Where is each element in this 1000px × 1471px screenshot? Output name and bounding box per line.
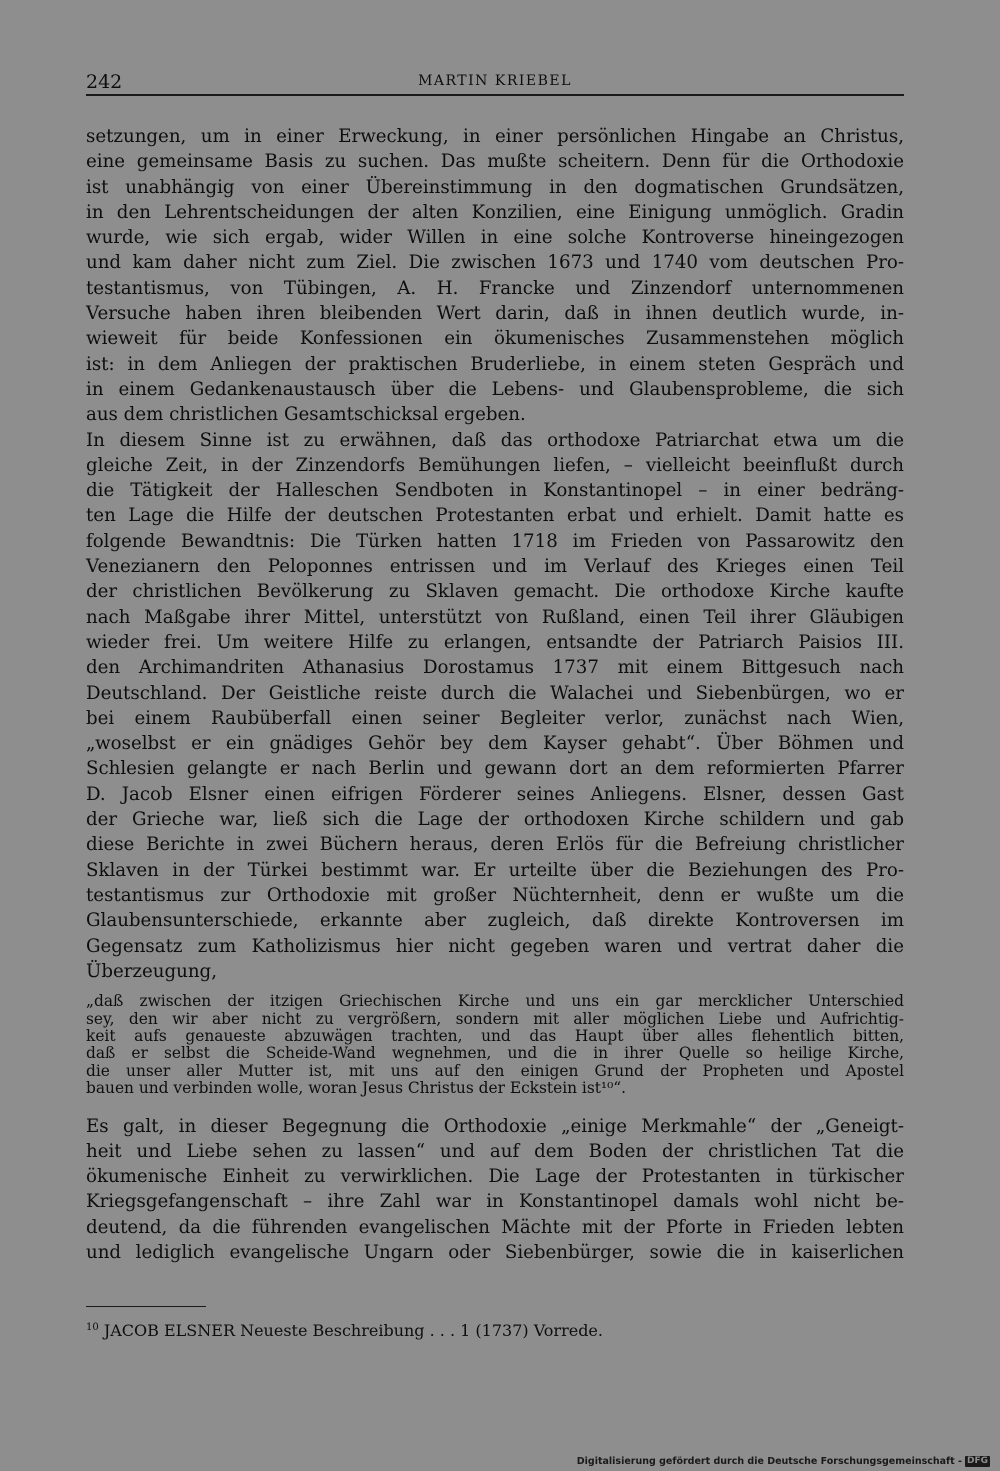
footnote-text: JACOB ELSNER Neueste Beschreibung . . . 1 (1737) Vorrede.	[103, 1321, 603, 1340]
digitization-credit	[577, 1456, 990, 1467]
text-line: ökumenische Einheit zu verwirklichen. Die Lage der Protestanten in türkischer	[86, 1166, 904, 1188]
text-line: Schlesien gelangte er nach Berlin und gewann dort an dem reformierten Pfarrer	[86, 758, 904, 780]
footnote	[86, 1318, 904, 1341]
text-line: der christlichen Bevölkerung zu Sklaven gemacht. Die orthodoxe Kirche kaufte	[86, 581, 904, 603]
footnote-marker: 10	[86, 1322, 99, 1333]
text-line: Versuche haben ihren bleibenden Wert darin, daß in ihnen deutlich wurde, in-	[86, 303, 904, 325]
text-line: heit und Liebe sehen zu lassen“ und auf dem Boden der christlichen Tat die	[86, 1140, 904, 1162]
block-quote	[86, 993, 904, 1097]
quote-line: sey, den wir aber nicht zu vergrößern, sondern mit aller möglichen Liebe und Aufrichtig-	[86, 1009, 904, 1028]
text-line: Es galt, in dieser Begegnung die Orthodoxie „einige Merkmahle“ der „Geneigt-	[86, 1115, 904, 1137]
footnote-divider	[86, 1306, 206, 1307]
text-line: gleiche Zeit, in der Zinzendorfs Bemühungen liefen, – vielleicht beeinflußt durch	[86, 454, 904, 476]
text-line: wurde, wie sich ergab, wider Willen in eine solche Kontroverse hineingezogen	[86, 227, 904, 249]
text-line: Deutschland. Der Geistliche reiste durch die Walachei und Siebenbürgen, wo er	[86, 682, 904, 704]
text-line: wieweit für beide Konfessionen ein ökumenisches Zusammenstehen möglich	[86, 328, 904, 350]
text-line: setzungen, um in einer Erweckung, in einer persönlichen Hingabe an Christus,	[86, 126, 904, 147]
text-line: der Grieche war, ließ sich die Lage der orthodoxen Kirche schildern und gab	[86, 809, 904, 831]
paragraph-1	[86, 124, 904, 428]
quote-line: keit aufs genaueste abzuwägen trachten, und das Haupt über alles flehentlich bitten,	[86, 1026, 904, 1045]
text-line: testantismus zur Orthodoxie mit großer Nüchternheit, denn er wußte um die	[86, 884, 904, 906]
dfg-logo-icon: DFG	[966, 1456, 988, 1466]
text-line: in den Lehrentscheidungen der alten Konzilien, eine Einigung unmöglich. Gradin	[86, 201, 904, 223]
text-line: D. Jacob Elsner einen eifrigen Förderer seines Anliegens. Elsner, dessen Gast	[86, 783, 904, 805]
page-header	[86, 70, 904, 96]
text-line: testantismus, von Tübingen, A. H. Francke und Zinzendorf unternommenen	[86, 277, 904, 299]
text-line: Überzeugung,	[86, 960, 217, 982]
paragraph-3	[86, 1114, 904, 1266]
book-page	[86, 70, 904, 1340]
running-head: MARTIN KRIEBEL	[418, 73, 572, 89]
page-number: 242	[86, 71, 123, 93]
text-line: „woselbst er ein gnädiges Gehör bey dem Kayser gehabt“. Über Böhmen und	[86, 733, 904, 755]
text-line: nach Maßgabe ihrer Mittel, unterstützt von Rußland, einen Teil ihrer Gläubigen	[86, 606, 904, 628]
credit-text: Digitalisierung gefördert durch die Deutsche Forschungsgemeinschaft -	[576, 1456, 962, 1467]
text-line: Gegensatz zum Katholizismus hier nicht gegeben waren und vertrat daher die	[86, 935, 904, 957]
text-line: in einem Gedankenaustausch über die Lebens- und Glaubensprobleme, die sich	[86, 378, 904, 400]
text-line: diese Berichte in zwei Büchern heraus, deren Erlös für die Befreiung christlicher	[86, 834, 904, 856]
text-line: eine gemeinsame Basis zu suchen. Das mußte scheitern. Denn für die Orthodoxie	[86, 151, 904, 173]
text-line: und kam daher nicht zum Ziel. Die zwischen 1673 und 1740 vom deutschen Pro-	[86, 252, 904, 274]
text-line: Kriegsgefangenschaft – ihre Zahl war in Konstantinopel damals wohl nicht be-	[86, 1191, 904, 1213]
text-line: die Tätigkeit der Halleschen Sendboten in Konstantinopel – in einer bedräng-	[86, 480, 904, 502]
quote-line: daß er selbst die Scheide-Wand wegnehmen, und die in ihrer Quelle so heilige Kirche,	[86, 1044, 904, 1063]
text-line: wieder frei. Um weitere Hilfe zu erlangen, entsandte der Patriarch Paisios III.	[86, 631, 904, 653]
quote-line: bauen und verbinden wolle, woran Jesus Christus der Eckstein ist¹⁰“.	[86, 1079, 627, 1098]
text-line: ist: in dem Anliegen der praktischen Bruderliebe, in einem steten Gespräch und	[86, 353, 904, 375]
text-line: den Archimandriten Athanasius Dorostamus 1737 mit einem Bittgesuch nach	[86, 657, 904, 679]
text-line: Venezianern den Peloponnes entrissen und im Verlauf des Krieges einen Teil	[86, 556, 904, 578]
paragraph-2	[86, 428, 904, 985]
quote-line: „daß zwischen der itzigen Griechischen Kirche und uns ein gar mercklicher Unterschied	[86, 992, 904, 1011]
text-line: ten Lage die Hilfe der deutschen Protestanten erbat und erhielt. Damit hatte es	[86, 505, 904, 527]
text-line: aus dem christlichen Gesamtschicksal ergeben.	[86, 404, 526, 426]
text-line: ist unabhängig von einer Übereinstimmung in den dogmatischen Grundsätzen,	[86, 176, 904, 198]
text-line: Glaubensunterschiede, erkannte aber zugleich, daß direkte Kontroversen im	[86, 910, 904, 932]
text-line: folgende Bewandtnis: Die Türken hatten 1718 im Frieden von Passarowitz den	[86, 530, 904, 552]
text-line: In diesem Sinne ist zu erwähnen, daß das orthodoxe Patriarchat etwa um die	[86, 429, 904, 451]
text-line: Sklaven in der Türkei bestimmt war. Er urteilte über die Beziehungen des Pro-	[86, 859, 904, 881]
text-line: deutend, da die führenden evangelischen Mächte mit der Pforte in Frieden lebten	[86, 1216, 904, 1238]
text-line: bei einem Raubüberfall einen seiner Begleiter verlor, zunächst nach Wien,	[86, 707, 904, 729]
text-line: und lediglich evangelische Ungarn oder Siebenbürger, sowie die in kaiserlichen	[86, 1242, 904, 1264]
quote-line: die unser aller Mutter ist, mit uns auf den einigen Grund der Propheten und Apostel	[86, 1061, 904, 1080]
